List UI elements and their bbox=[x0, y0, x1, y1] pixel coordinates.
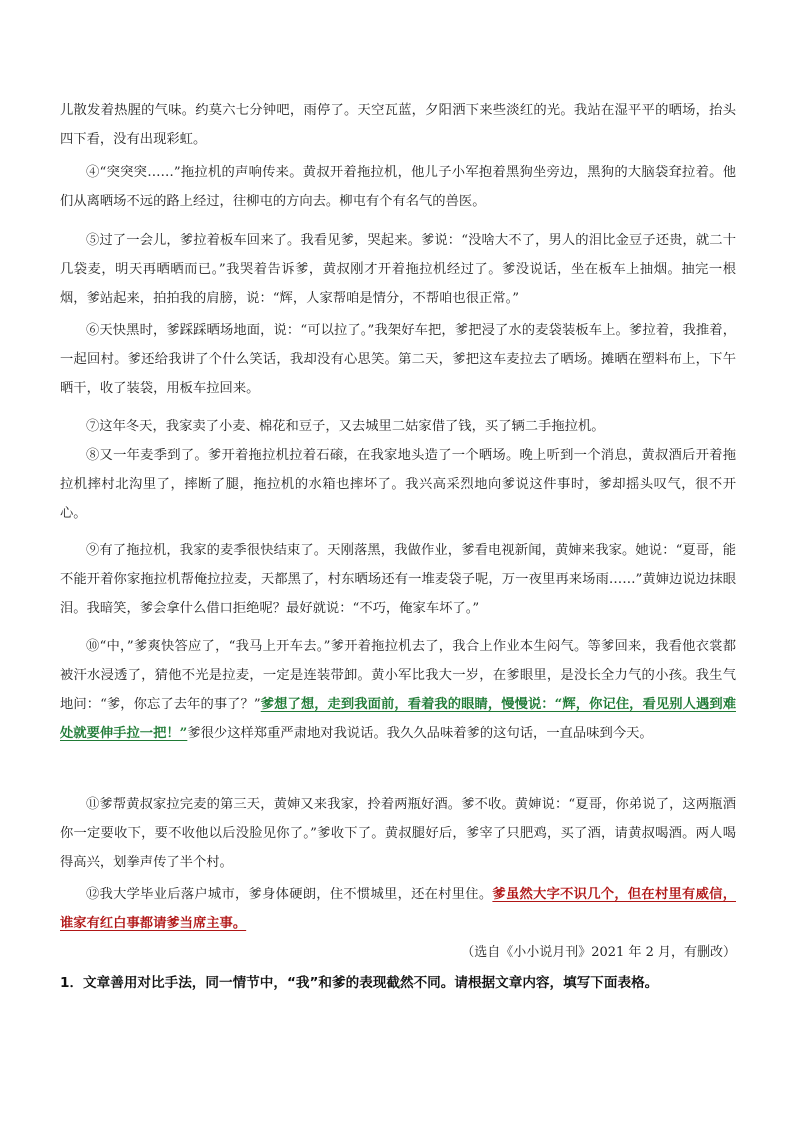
paragraph-10 bbox=[60, 632, 736, 748]
paragraph-continued: 儿散发着热腥的气味。约莫六七分钟吧，雨停了。天空瓦蓝，夕阳洒下来些淡红的光。我站在湿平平的晒场，抬头四下看，没有出现彩虹。 bbox=[60, 103, 736, 147]
paragraph-10-text-a: ⑩“中，”爹爽快答应了，“我马上开车去。”爹开着拖拉机去了，我合上作业本生闷气。等爹回来，我看他衣裳都被汗水浸透了，猜他不光是拉麦，一定是连装带卸。黄小军比我大一岁，在爹眼里，是没长全力气的小孩。我生气地问：“爹，你忘了去年的事了？” bbox=[60, 639, 736, 712]
question-1: 1．文章善用对比手法，同一情节中，“我”和爹的表现截然不同。请根据文章内容，填写下面表格。 bbox=[60, 975, 659, 991]
highlighted-sentence-red: 爹虽然大字不识几个，但在村里有威信，谁家有红白事都请爹当席主事。 bbox=[60, 887, 736, 931]
paragraph-12 bbox=[60, 880, 736, 938]
paragraph-4: ④“突突突……”拖拉机的声响传来。黄叔开着拖拉机，他儿子小军抱着黑狗坐旁边，黑狗的大脑袋耷拉着。他们从离晒场不远的路上经过，往柳屯的方向去。柳屯有个有名气的兽医。 bbox=[60, 165, 736, 209]
paragraph-5: ⑤过了一会儿，爹拉着板车回来了。我看见爹，哭起来。爹说：“没啥大不了，男人的泪比金豆子还贵，就二十几袋麦，明天再晒晒而已。”我哭着告诉爹，黄叔刚才开着拖拉机经过了。爹没说话，坐在板车上抽烟。抽完一根烟，爹站起来，拍拍我的肩膀，说：“辉，人家帮咱是情分，不帮咱也很正常。” bbox=[60, 233, 736, 306]
paragraph-8: ⑧又一年麦季到了。爹开着拖拉机拉着石磙，在我家地头造了一个晒场。晚上听到一个消息，黄叔酒后开着拖拉机摔村北沟里了，摔断了腿，拖拉机的水箱也摔坏了。我兴高采烈地向爹说这件事时，爹却摇头叹气，很不开心。 bbox=[60, 448, 736, 521]
paragraph-11: ⑪爹帮黄叔家拉完麦的第三天，黄婶又来我家，拎着两瓶好酒。爹不收。黄婶说：“夏哥，你弟说了，这两瓶酒你一定要收下，要不收他以后没脸见你了。”爹收下了。黄叔腿好后，爹宰了只肥鸡，买了酒，请黄叔喝酒。两人喝得高兴，划拳声传了半个村。 bbox=[60, 797, 736, 870]
highlighted-sentence-green: 爹想了想，走到我面前，看着我的眼睛，慢慢说：“辉，你记住，看见别人遇到难处就要伸手拉一把！” bbox=[60, 697, 736, 741]
source-citation: （选自《小小说月刊》2021 年 2 月，有删改） bbox=[461, 945, 736, 960]
paragraph-7: ⑦这年冬天，我家卖了小麦、棉花和豆子，又去城里二姑家借了钱，买了辆二手拖拉机。 bbox=[86, 419, 605, 434]
paragraph-9: ⑨有了拖拉机，我家的麦季很快结束了。天刚落黑，我做作业，爹看电视新闻，黄婶来我家。她说：“夏哥，能不能开着你家拖拉机帮俺拉拉麦，天都黑了，村东晒场还有一堆麦袋子呢，万一夜里再来场雨……”黄婶边说边抹眼泪。我暗笑，爹会拿什么借口拒绝呢？最好就说：“不巧，俺家车坏了。” bbox=[60, 543, 736, 616]
paragraph-10-text-b: 爹很少这样郑重严肃地对我说话。我久久品味着爹的这句话，一直品味到今天。 bbox=[187, 726, 653, 741]
paragraph-12-text-a: ⑫我大学毕业后落户城市，爹身体硬朗，住不惯城里，还在村里住。 bbox=[86, 887, 493, 902]
paragraph-6: ⑥天快黑时，爹踩踩晒场地面，说：“可以拉了。”我架好车把，爹把浸了水的麦袋装板车上。爹拉着，我推着，一起回村。爹还给我讲了个什么笑话，我却没有心思笑。第二天，爹把这车麦拉去了晒场。摊晒在塑料布上，下午晒干，收了装袋，用板车拉回来。 bbox=[60, 323, 736, 396]
